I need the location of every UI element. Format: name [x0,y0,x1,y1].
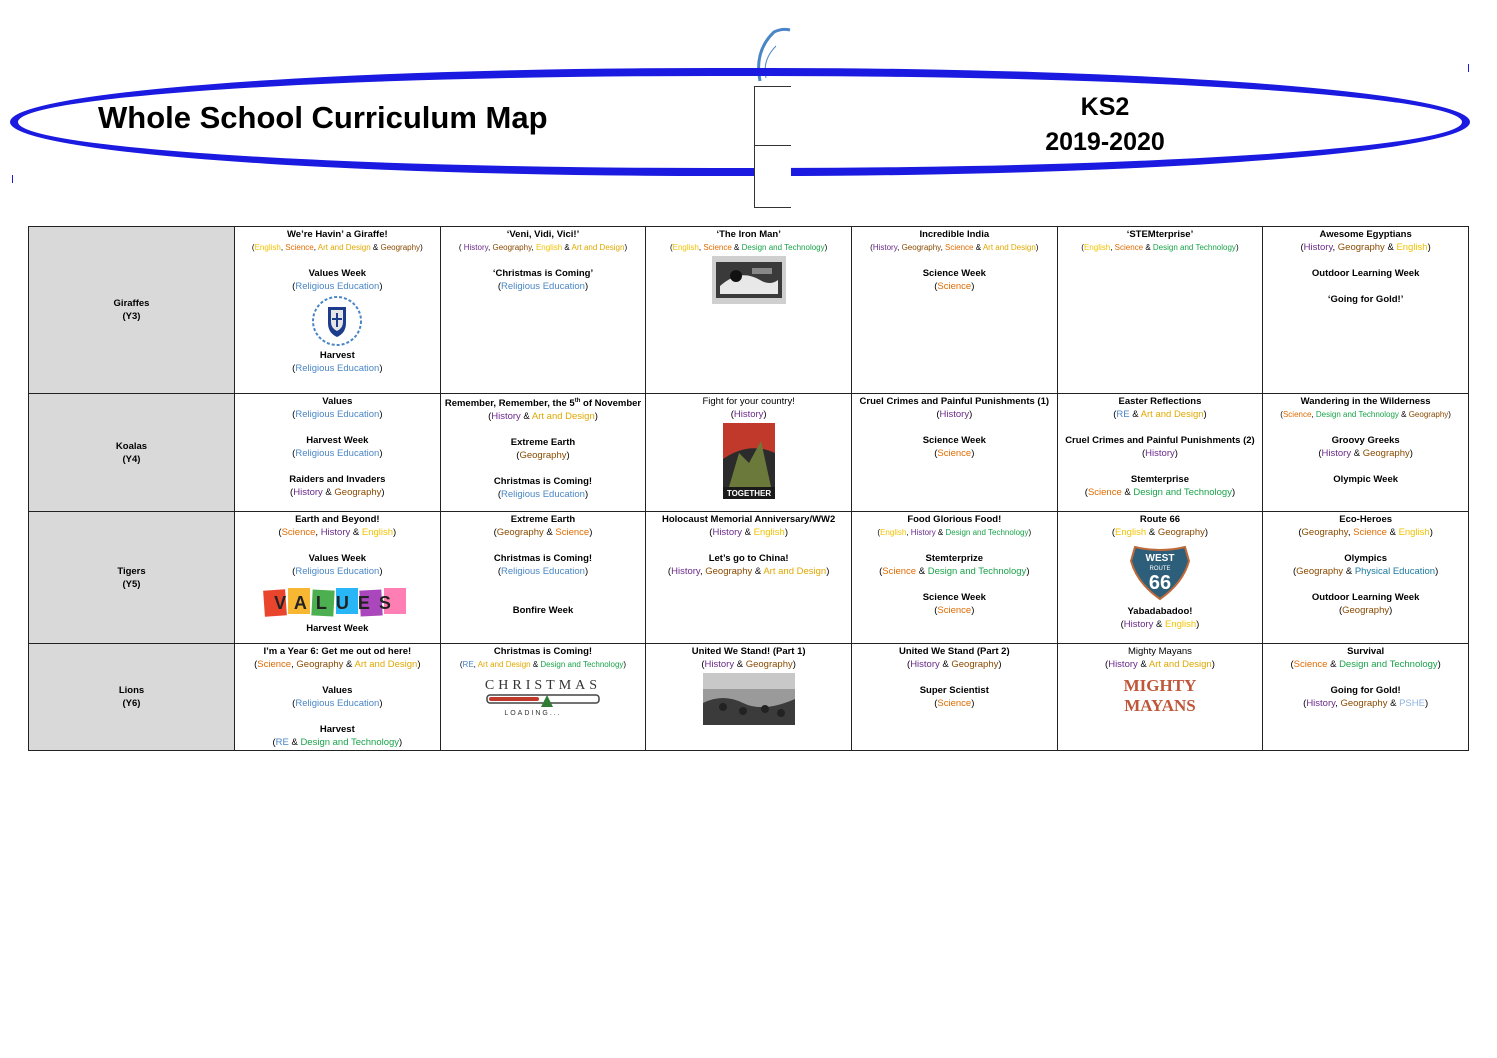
subject-tag: Design and Technology [1315,410,1399,419]
table-row [29,512,1469,644]
topic-title: Extreme Earth [510,437,576,449]
subject-tag: RE [275,737,289,748]
subject-tag: Design and Technology [927,566,1027,577]
mighty-mayans-image [1120,673,1200,717]
subject-tag: Religious Education [500,489,585,501]
subject-tag: Design and Technology [945,528,1029,537]
subject-tag: Science [1087,487,1122,498]
subject-tag: Science [1353,527,1387,538]
topic-title: Values Week [308,268,367,279]
topic-title: We’re Havin’ a Giraffe! [286,229,388,240]
topic-title: Route 66 [1139,514,1181,525]
subject-tag: Geography [1408,410,1449,419]
topic-cell: I’m a Year 6: Get me out od here! (Science, Geography & Art and Design) Values (Religious Education) Harvest (RE & Design and Technology) [235,644,441,751]
topic-title: Super Scientist [919,685,989,696]
sign-text: 66 [1148,572,1172,594]
mayans-text: MAYANS [1124,696,1196,715]
subject-tag: Design and Technology [741,243,825,252]
topic-title: Cruel Crimes and Painful Punishments (2) [1065,435,1255,446]
topic-title: Science Week [922,592,986,603]
subject-tag: Science [281,527,316,538]
topic-title: Raiders and Invaders [289,474,386,485]
subject-tag: Art and Design [477,660,531,669]
topic-title: Bonfire Week [512,605,574,616]
subject-tag: Art and Design [571,243,625,252]
topic-title: ‘Veni, Vidi, Vici!’ [506,229,580,240]
topic-cell: Remember, Remember, the 5th of November (History & Art and Design) Extreme Earth (Geography) Christmas is Coming! (Religious Education) [440,394,646,512]
subject-tag: English [535,243,563,252]
subject-tag: Religious Education [295,448,380,459]
subject-tag: Design and Technology [1339,659,1438,670]
topic-title: Values Week [308,553,367,564]
topic-title: Food Glorious Food! [907,514,1002,525]
subject-tag: Geography [1296,566,1344,577]
subject-tag: Geography [496,527,544,538]
subject-tag: Science [882,566,917,577]
topic-cell: Wandering in the Wilderness (Science, Design and Technology & Geography) Groovy Greeks (History & Geography) Olympic Week [1263,394,1469,512]
topic-cell: We’re Havin’ a Giraffe! (English, Science, Art and Design & Geography) Values Week (Religious Education) Harvest (Religious Education) [235,227,441,394]
topic-cell: Easter Reflections (RE & Art and Design) Cruel Crimes and Painful Punishments (2) (History) Stemterprise (Science & Design and Technology) [1057,394,1263,512]
subject-tag: History [463,243,489,252]
topic-cell: United We Stand! (Part 1) (History & Geography) [646,644,852,751]
topic-cell: Cruel Crimes and Painful Punishments (1) (History) Science Week (Science) [851,394,1057,512]
subject-tag: History [704,659,735,670]
subject-tag: English [254,243,281,252]
logo-frame [754,86,791,208]
topic-cell: Earth and Beyond! (Science, History & English) Values Week (Religious Education) VALUES Harvest Week [235,512,441,644]
subject-tag: Geography [951,659,999,670]
subject-tag: Design and Technology [1152,243,1236,252]
topic-cell: Extreme Earth (Geography & Science) Christmas is Coming! (Religious Education) Bonfire Week [440,512,646,644]
sign-text: ROUTE [1149,566,1171,572]
topic-title: Christmas is Coming! [493,476,593,488]
curriculum-table [28,226,1469,751]
academic-year: 2019-2020 [1045,128,1165,156]
subject-tag: Geography [705,566,753,577]
topic-cell: Survival (Science & Design and Technology) Going for Gold! (History, Geography & PSHE) [1263,644,1469,751]
subject-tag: History [491,411,521,423]
class-name: Lions [118,685,145,696]
iron-man-image [712,256,786,304]
topic-title: Cruel Crimes and Painful Punishments (1) [859,396,1050,407]
key-stage: KS2 [1080,93,1130,121]
subject-tag: History [1321,448,1352,459]
subject-tag: English [1083,243,1111,252]
subject-tag: History [1303,242,1333,253]
topic-title: Yabadabadoo! [1127,606,1193,617]
topic-cell: Route 66 (English & Geography) WEST ROUTE 66 Yabadabadoo! (History & English) [1057,512,1263,644]
topic-title: Easter Reflections [1118,396,1202,407]
subject-tag: Art and Design [982,243,1036,252]
subject-tag: Geography [296,659,344,670]
topic-title: Science Week [922,435,986,446]
subject-tag: Science [1293,659,1328,670]
sign-text: WEST [1145,553,1175,564]
subject-tag: History [320,527,351,538]
class-year: (Y6) [122,698,141,709]
subject-tag: Geography [901,243,941,252]
subject-tag: History [939,409,970,420]
subject-tag: English [753,527,785,538]
subject-tag: Geography [1342,605,1390,616]
subject-tag: Design and Technology [300,737,400,748]
christmas-loading-image [473,673,613,719]
class-year: (Y3) [122,311,141,322]
class-name: Tigers [117,565,146,577]
subject-tag: Art and Design [531,411,595,423]
mayans-text: MIGHTY [1123,676,1197,695]
topic-title: Olympics [1344,553,1388,564]
class-cell [29,644,235,751]
subject-tag: Geography [1157,527,1205,538]
subject-tag: English [1396,242,1428,253]
subject-tag: Geography [492,243,532,252]
topic-title: ‘Christmas is Coming’ [492,268,594,279]
topic-title: Remember, Remember, the 5th of November [444,398,642,410]
subject-tag: Design and Technology [1133,487,1232,498]
subject-tag: Geography [519,450,567,462]
subject-tag: Science [945,243,974,252]
subject-tag: History [910,528,936,537]
class-name: Koalas [115,440,148,452]
topic-cell: Awesome Egyptians (History, Geography & English) Outdoor Learning Week ‘Going for Gold!’ [1263,227,1469,394]
subject-tag: Religious Education [295,409,380,420]
topic-cell: Christmas is Coming! (RE, Art and Design & Design and Technology) CHRISTMAS LOADING... [440,644,646,751]
topic-title: I’m a Year 6: Get me out od here! [263,646,412,657]
subject-tag: Religious Education [295,281,380,292]
topic-title: Harvest Week [306,435,369,446]
banner-tick [12,175,13,183]
class-year: (Y4) [122,453,141,465]
subject-tag: Religious Education [295,698,380,709]
subject-tag: History [1108,659,1138,670]
topic-title: Mighty Mayans [1128,646,1192,657]
topic-title: ‘Going for Gold!’ [1327,294,1404,305]
subject-tag: Art and Design [317,243,371,252]
subject-tag: Science [937,698,972,709]
class-name: Giraffes [113,298,150,309]
topic-title: Earth and Beyond! [295,514,380,525]
subject-tag: Religious Education [295,363,380,374]
topic-title: Survival [1347,646,1385,657]
topic-cell: Values (Religious Education) Harvest Week (Religious Education) Raiders and Invaders (History & Geography) [235,394,441,512]
loading-text: LOADING... [504,710,562,717]
subject-tag: English [361,527,394,538]
class-cell [29,394,235,512]
subject-tag: Science [285,243,314,252]
topic-title: Harvest Week [306,623,369,634]
table-row [29,227,1469,394]
subject-tag: Art and Design [354,659,418,670]
ww2-landing-image [703,673,795,725]
together-poster-image [723,423,775,499]
subject-tag: Geography [1337,242,1385,253]
topic-title: Harvest [319,724,355,735]
topic-cell: Eco-Heroes (Geography, Science & English) Olympics (Geography & Physical Education) Outdoor Learning Week (Geography) [1263,512,1469,644]
subject-tag: RE [1116,409,1130,420]
page-title: Whole School Curriculum Map [98,100,548,135]
poster-caption: TOGETHER [726,489,771,498]
subject-tag: Geography [334,487,382,498]
subject-tag: Art and Design [1140,409,1204,420]
subject-tag: History [1306,698,1336,709]
subject-tag: RE [462,660,474,669]
class-cell [29,512,235,644]
topic-title: Christmas is Coming! [493,646,593,657]
subject-tag: Science [1282,410,1312,419]
subject-tag: Religious Education [500,281,585,292]
class-year: (Y5) [122,578,141,590]
subject-tag: Art and Design [763,566,827,577]
topic-cell: Food Glorious Food! (English, History & Design and Technology) Stemterprize (Science & Design and Technology) Science Week (Science) [851,512,1057,644]
subject-tag: History [733,409,764,420]
subject-tag: Religious Education [500,566,585,577]
topic-cell: ‘The Iron Man’ (English, Science & Design and Technology) [646,227,852,394]
subject-tag: Geography [1340,698,1388,709]
topic-title: Outdoor Learning Week [1311,268,1420,279]
subject-tag: Geography [1301,527,1348,538]
topic-title: Stemterprize [925,553,984,564]
subject-tag: PSHE [1399,698,1425,709]
topic-title: Incredible India [919,229,990,240]
subject-tag: Geography [1362,448,1410,459]
subject-tag: English [672,243,699,252]
values-banner-image [262,580,412,620]
table-row [29,644,1469,751]
subject-tag: Religious Education [295,566,380,577]
subject-tag: History [293,487,323,498]
topic-title: Values [322,685,353,696]
topic-title: Let’s go to China! [708,553,789,564]
subject-tag: Physical Education [1354,566,1436,577]
topic-title: Holocaust Memorial Anniversary/WW2 [661,514,836,525]
topic-title: Harvest [319,350,355,361]
topic-title: Christmas is Coming! [493,553,593,564]
topic-cell: ‘Veni, Vidi, Vici!’ ( History, Geography, English & Art and Design) ‘Christmas is Coming’ (Religious Education) [440,227,646,394]
subject-tag: History [910,659,940,670]
topic-cell: Holocaust Memorial Anniversary/WW2 (History & English) Let’s go to China! (History, Geography & Art and Design) [646,512,852,644]
topic-title: Stemterprise [1130,474,1189,485]
topic-title: Eco-Heroes [1339,514,1393,525]
topic-title: Wandering in the Wilderness [1300,396,1431,407]
subject-tag: Science [937,605,972,616]
topic-cell: Incredible India (History, Geography, Science & Art and Design) Science Week (Science) [851,227,1057,394]
topic-cell: Mighty Mayans (History & Art and Design) MIGHTY MAYANS [1057,644,1263,751]
topic-title: ‘STEMterprise’ [1126,229,1194,240]
topic-title: United We Stand (Part 2) [898,646,1010,657]
subject-tag: Geography [745,659,793,670]
subject-tag: Geography [380,243,421,252]
subject-tag: Science [937,281,972,292]
subject-tag: History [1145,448,1175,459]
topic-title: Groovy Greeks [1331,435,1400,446]
topic-title: ‘The Iron Man’ [716,229,781,240]
topic-cell: Fight for your country! (History) TOGETHER [646,394,852,512]
subject-tag: Science [1114,243,1144,252]
values-letters: VALUES [274,593,401,613]
topic-title: Extreme Earth [510,514,576,525]
subject-tag: English [1115,527,1147,538]
subject-tag: History [872,243,898,252]
topic-title: Going for Gold! [1330,685,1401,696]
topic-cell: ‘STEMterprise’ (English, Science & Design and Technology) [1057,227,1263,394]
topic-title: United We Stand! (Part 1) [691,646,806,657]
christmas-text: CHRISTMAS [484,678,602,693]
topic-title: Fight for your country! [702,396,795,407]
route-66-sign-image [1129,541,1191,603]
subject-tag: Science [555,527,590,538]
subject-tag: English [1398,527,1430,538]
topic-title: Olympic Week [1333,474,1399,485]
topic-title: Outdoor Learning Week [1311,592,1420,603]
topic-cell: United We Stand (Part 2) (History & Geography) Super Scientist (Science) [851,644,1057,751]
key-stage-heading [985,90,1225,160]
subject-tag: History [1123,619,1154,630]
subject-tag: Science [703,243,732,252]
topic-title: Awesome Egyptians [1319,229,1412,240]
topic-title: Values [322,396,353,407]
subject-tag: Art and Design [1148,659,1212,670]
topic-title: Science Week [922,268,986,279]
class-cell [29,227,235,394]
subject-tag: Science [937,448,972,459]
subject-tag: Science [257,659,292,670]
school-crest-image [310,295,364,347]
subject-tag: English [1164,619,1197,630]
subject-tag: History [671,566,700,577]
subject-tag: History [712,527,743,538]
subject-tag: English [880,528,907,537]
subject-tag: Design and Technology [540,660,624,669]
banner-tick [1468,64,1469,72]
table-row [29,394,1469,512]
